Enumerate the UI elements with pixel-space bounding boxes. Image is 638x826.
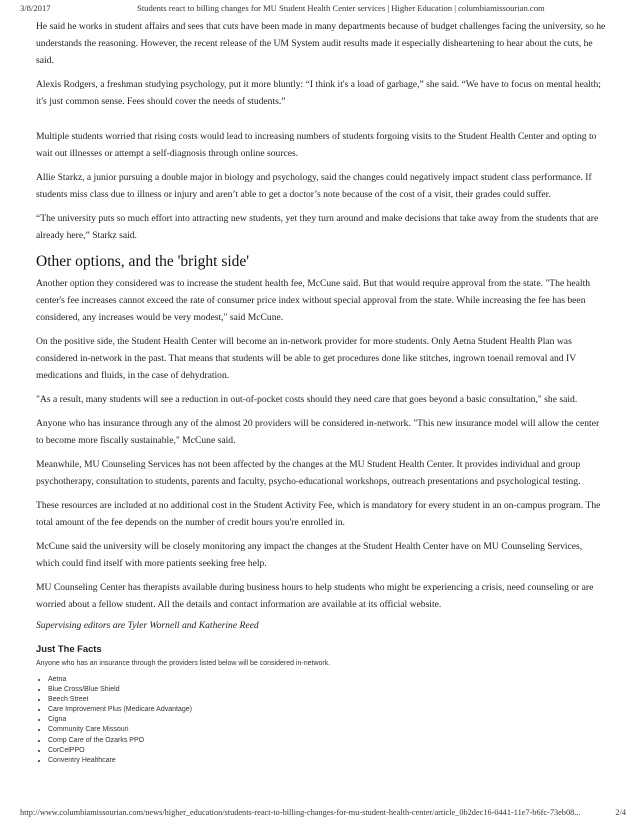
list-item: • Cigna [48,715,608,725]
article-paragraph: Allie Starkz, a junior pursuing a double major in biology and psychology, said the changes could negatively impact student class performance. If students miss class due to illness or injury and aren’t able to get a doctor’s note because of the cost of a visit, their grades could suffer. [36,172,592,200]
list-item: • Conventry Healthcare [48,756,608,766]
article-paragraph: Multiple students worried that rising costs would lead to increasing numbers of students forgoing visits to the Student Health Center and opting to wait out illnesses or attempt a self-diagnosis through online sources. [36,131,597,159]
list-item: • Aetna [48,675,608,685]
article-paragraph: Another option they considered was to increase the student health fee, McCune said. But that would require approval from the state. "The health center's fee increases cannot exceed the rate of consumer price index without special approval from the state. While increasing the fee has been considered, any increases would be very modest," said McCune. [36,278,591,323]
print-date: 3/8/2017 [20,3,51,13]
facts-heading: Just The Facts [36,643,102,654]
print-page-title: Students react to billing changes for MU Student Health Center services | Higher Education | columbiamissourian.com [137,3,545,13]
supervising-editors: Supervising editors are Tyler Wornell and Katherine Reed [36,620,259,631]
article-paragraph: McCune said the university will be closely monitoring any impact the changes at the Student Health Center have on MU Counseling Services, which could find itself with more patients seeking free help. [36,541,583,569]
article-paragraph: He said he works in student affairs and sees that cuts have been made in many departments because of budget challenges facing the university, so he understands the reasoning. However, the recent release of the UM System audit results made it especially disheartening to hear about the cuts, he said. [36,21,606,66]
article-body [36,18,608,766]
list-item: • Comp Care of the Ozarks PPO [48,736,608,746]
article-paragraph: On the positive side, the Student Health Center will become an in-network provider for more students. Only Aetna Student Health Plan was considered in-network in the past. That means that students will be able to get procedures done like stitches, ingrown toenail removal and IV medications and fluids, in the case of dehydration. [36,336,576,381]
print-footer [20,808,626,820]
page-number: 2/4 [615,808,626,817]
article-paragraph: "As a result, many students will see a reduction in out-of-pocket costs should they need care that goes beyond a basic consultation," she said. [36,394,578,405]
article-paragraph: MU Counseling Center has therapists available during business hours to help students who might be experiencing a crisis, need counseling or are worried about a fellow student. All the details and contact information are available at its official website. [36,582,594,610]
list-item: • Care Improvement Plus (Medicare Advantage) [48,705,608,715]
print-url: http://www.columbiamissourian.com/news/higher_education/students-react-to-billing-changes-for-mu-student-health-center/article_0b2dec16-0441-11e7-b6fc-73eb08... [20,808,581,817]
list-item: • Blue Cross/Blue Shield [48,685,608,695]
article-paragraph: “The university puts so much effort into attracting new students, yet they turn around and make decisions that take away from the students that are already here,” Starkz said. [36,213,599,241]
section-heading: Other options, and the 'bright side' [36,253,250,270]
list-item: • Beech Street [48,695,608,705]
article-paragraph: Meanwhile, MU Counseling Services has not been affected by the changes at the MU Student Health Center. It provides individual and group psychotherapy, consultation to students, parents and faculty, psycho-educational workshops, outreach presentations and psychological testing. [36,459,581,487]
provider-list [36,675,608,766]
facts-intro: Anyone who has an insurance through the providers listed below will be considered in-network. [36,660,331,667]
list-item: • CorCelPPO [48,746,608,756]
article-paragraph: Alexis Rodgers, a freshman studying psychology, put it more bluntly: “I think it's a load of garbage,” she said. “We have to focus on mental health; it's just common sense. Fees should cover the needs of students.” [36,79,601,107]
article-paragraph: These resources are included at no additional cost in the Student Activity Fee, which is mandatory for every student in an on-campus program. The total amount of the fee depends on the number of credit hours you're enrolled in. [36,500,601,528]
article-paragraph: Anyone who has insurance through any of the almost 20 providers will be considered in-network. "This new insurance model will allow the center to become more fiscally sustainable," McCune said. [36,418,600,446]
list-item: • Community Care Missouri [48,725,608,735]
print-header [20,3,626,17]
